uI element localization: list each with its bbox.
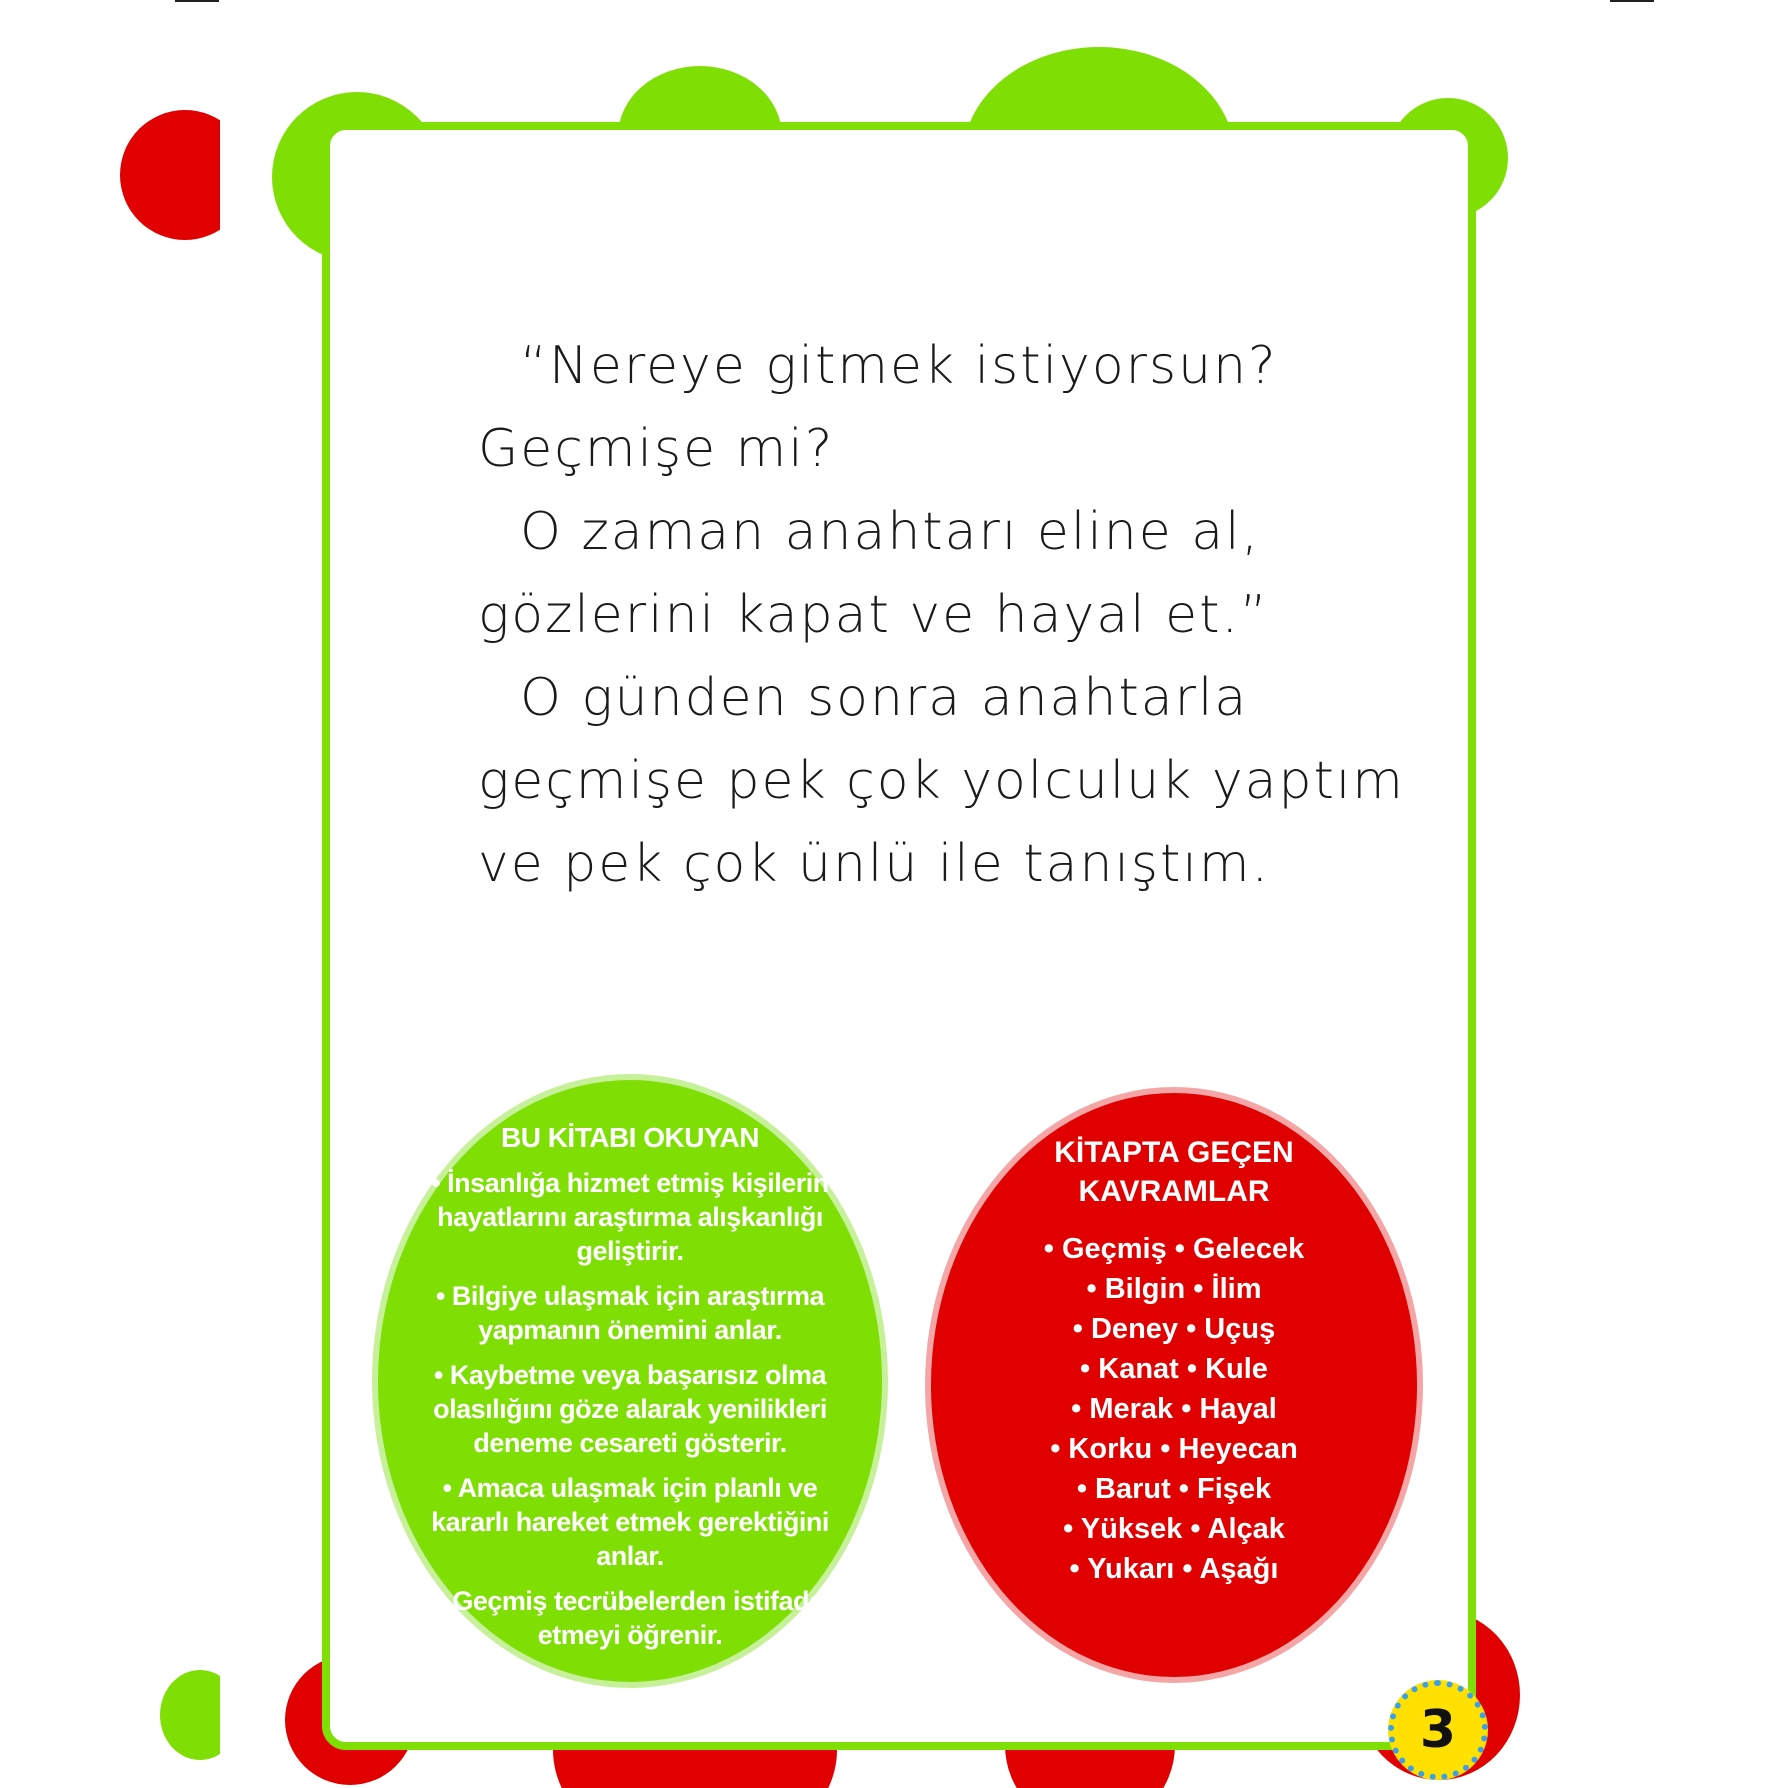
concepts-title-line: KİTAPTA GEÇEN bbox=[1054, 1136, 1294, 1169]
concept-row: • Yüksek • Alçak bbox=[1063, 1513, 1285, 1545]
concept-row: • Barut • Fişek bbox=[1076, 1473, 1272, 1505]
reader-outcome-item: • Amaca ulaşmak için planlı ve kararlı hareket etmek gerektiğini anlar. bbox=[431, 1473, 829, 1571]
crop-mark-right bbox=[1610, 0, 1654, 2]
page-number: 3 bbox=[1419, 1700, 1457, 1760]
concept-row: • Kanat • Kule bbox=[1080, 1353, 1268, 1385]
decor-circle-green-left bbox=[160, 1670, 220, 1760]
reader-outcome-item: • Kaybetme veya başarısız olma olasılığını göze alarak yenilikleri deneme cesareti gösterir. bbox=[433, 1360, 827, 1458]
reader-outcome-item: • İnsanlığa hizmet etmiş kişilerin hayatlarını araştırma alışkanlığı geliştirir. bbox=[431, 1168, 829, 1266]
concepts-box bbox=[925, 1087, 1423, 1683]
story-line: ve pek çok ünlü ile tanıştım. bbox=[478, 834, 1271, 894]
reader-outcomes-title: BU KİTABI OKUYAN bbox=[500, 1122, 759, 1153]
story-line: Geçmişe mi? bbox=[478, 419, 835, 479]
concept-row: • Merak • Hayal bbox=[1071, 1393, 1277, 1425]
reader-outcome-item: • Bilgiye ulaşmak için araştırma yapmanın önemini anlar. bbox=[435, 1281, 825, 1345]
story-line: “Nereye gitmek istiyorsun? bbox=[520, 336, 1278, 396]
story-line: geçmişe pek çok yolculuk yaptım bbox=[478, 751, 1405, 811]
story-line: O zaman anahtarı eline al, bbox=[520, 502, 1261, 562]
concepts-title bbox=[951, 1133, 1397, 1211]
decor-circle-red-left bbox=[120, 110, 220, 240]
page-number-badge bbox=[1388, 1680, 1488, 1780]
concepts-title-line: KAVRAMLAR bbox=[1078, 1175, 1270, 1208]
story-line: O günden sonra anahtarla bbox=[520, 668, 1249, 728]
concept-row: • Deney • Uçuş bbox=[1072, 1313, 1276, 1345]
left-edge-decorations bbox=[0, 0, 220, 1788]
reader-outcomes-box bbox=[372, 1074, 888, 1688]
concept-row: • Geçmiş • Gelecek bbox=[1043, 1233, 1305, 1265]
concept-row: • Bilgin • İlim bbox=[1086, 1273, 1262, 1305]
story-text bbox=[478, 325, 1405, 906]
concept-row: • Yukarı • Aşağı bbox=[1069, 1553, 1279, 1585]
story-line: gözlerini kapat ve hayal et.” bbox=[478, 585, 1269, 645]
reader-outcome-item: • Geçmiş tecrübelerden istifade etmeyi öğrenir. bbox=[436, 1586, 824, 1650]
concept-row: • Korku • Heyecan bbox=[1050, 1433, 1298, 1465]
